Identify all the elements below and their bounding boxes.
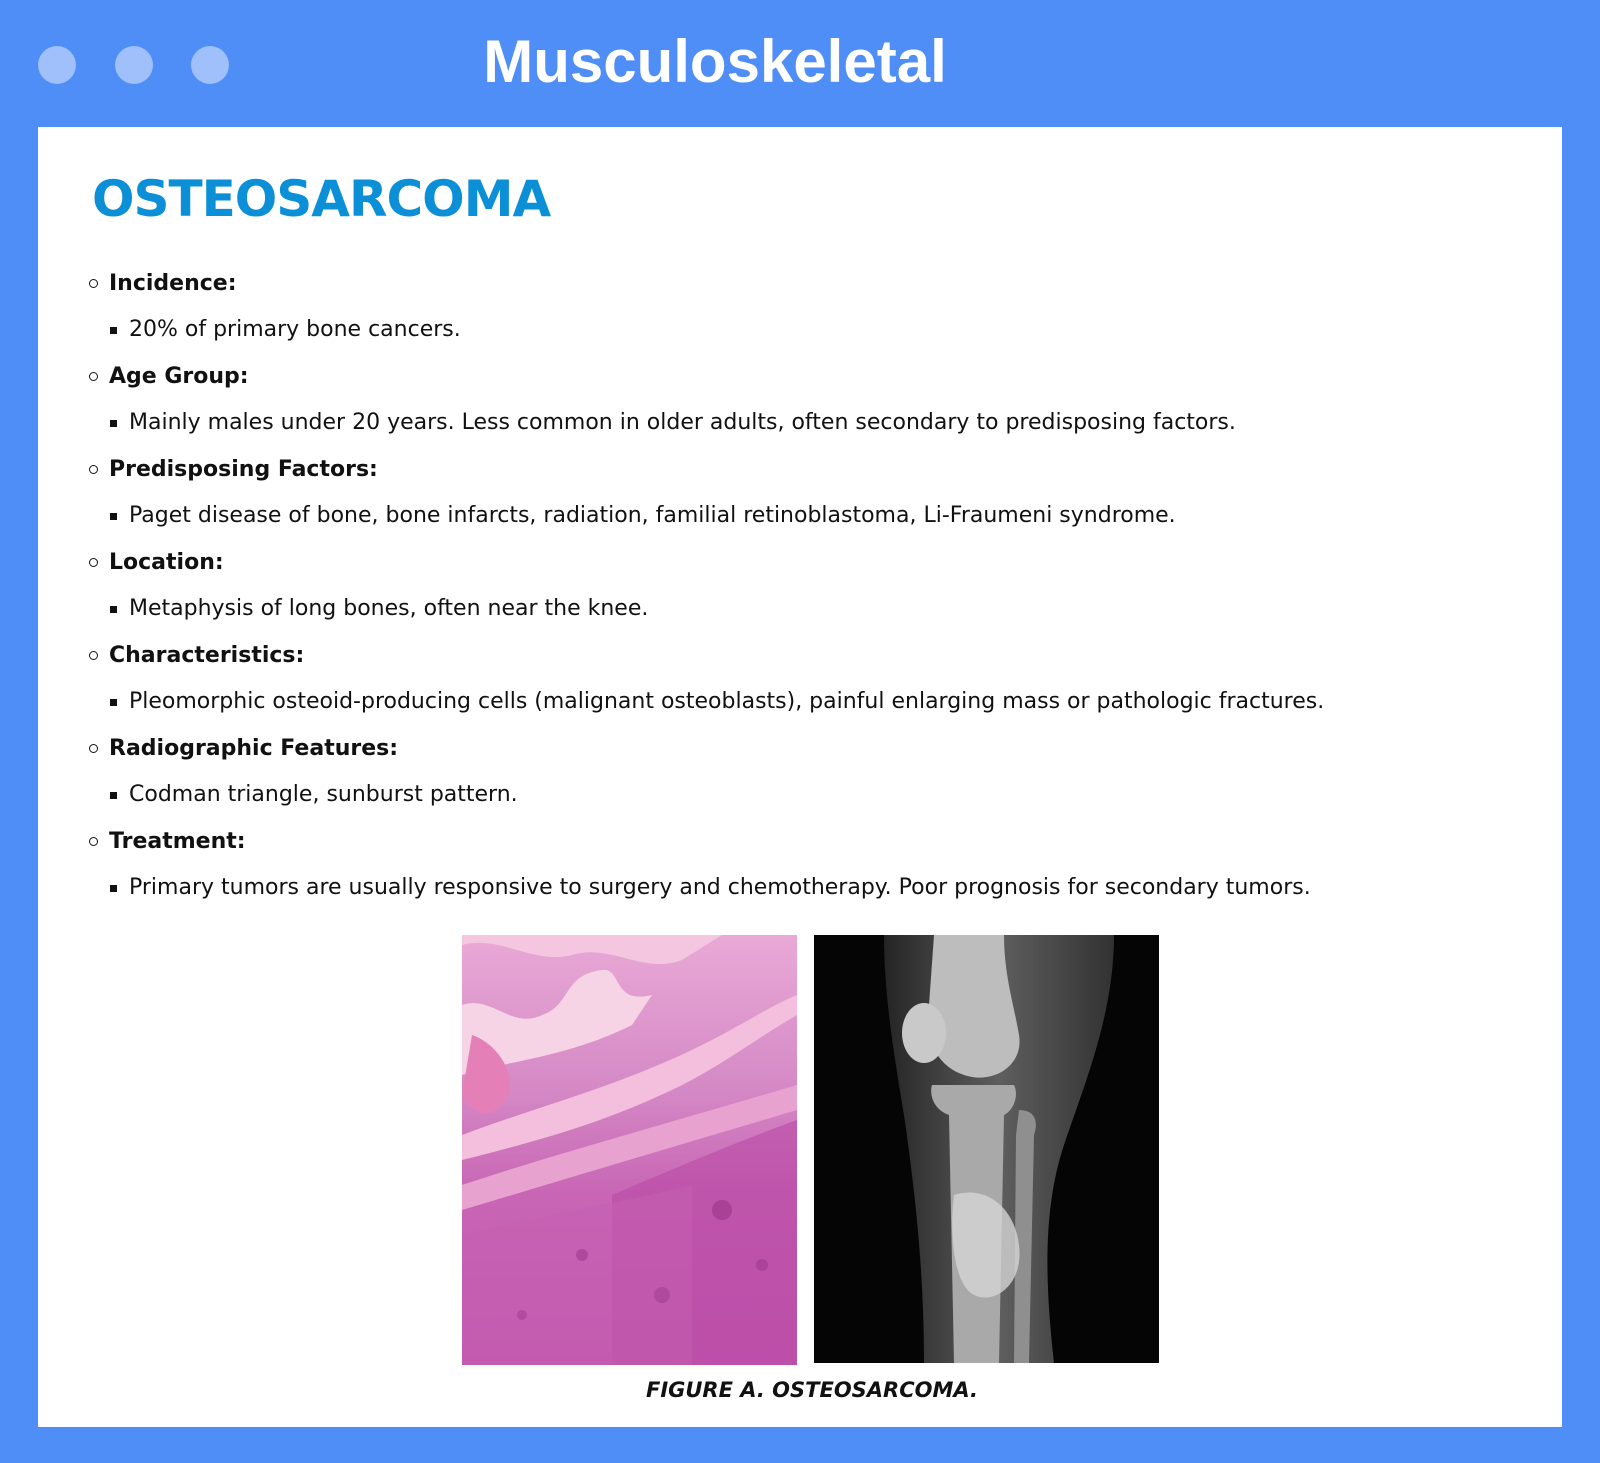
item-label: Incidence: [109, 271, 237, 296]
item-label: Treatment: [109, 829, 246, 854]
hollow-circle-bullet-icon [89, 837, 98, 846]
item-label: Location: [109, 550, 224, 575]
square-bullet-icon [110, 420, 117, 427]
hollow-circle-bullet-icon [89, 372, 98, 381]
item-detail: Metaphysis of long bones, often near the knee. [129, 596, 649, 621]
list-item-location [89, 539, 1539, 632]
square-bullet-icon [110, 327, 117, 334]
topic-list [89, 260, 1539, 911]
hollow-circle-bullet-icon [89, 558, 98, 567]
square-bullet-icon [110, 792, 117, 799]
title-bar [0, 0, 1600, 127]
square-bullet-icon [110, 606, 117, 613]
hollow-circle-bullet-icon [89, 744, 98, 753]
list-item-treatment [89, 818, 1539, 911]
item-label: Age Group: [109, 364, 249, 389]
item-detail: Mainly males under 20 years. Less common in older adults, often secondary to predisposing factors. [129, 410, 1236, 435]
histology-image [462, 935, 797, 1365]
list-item-radiographic-features [89, 725, 1539, 818]
list-item-age-group [89, 353, 1539, 446]
list-item-characteristics [89, 632, 1539, 725]
item-detail: Pleomorphic osteoid-producing cells (malignant osteoblasts), painful enlarging mass or pathologic fractures. [129, 689, 1325, 714]
list-item-incidence [89, 260, 1539, 353]
square-bullet-icon [110, 885, 117, 892]
hollow-circle-bullet-icon [89, 279, 98, 288]
list-item-predisposing-factors [89, 446, 1539, 539]
content-panel [38, 127, 1562, 1427]
hollow-circle-bullet-icon [89, 651, 98, 660]
item-detail: Primary tumors are usually responsive to surgery and chemotherapy. Poor prognosis for secondary tumors. [129, 875, 1311, 900]
item-detail: 20% of primary bone cancers. [129, 317, 461, 342]
window-title: Musculoskeletal [483, 28, 947, 95]
item-label: Radiographic Features: [109, 736, 399, 761]
figure-caption: FIGURE A. OSTEOSARCOMA. [645, 1378, 979, 1402]
item-label: Predisposing Factors: [109, 457, 378, 482]
square-bullet-icon [110, 699, 117, 706]
square-bullet-icon [110, 513, 117, 520]
item-detail: Paget disease of bone, bone infarcts, radiation, familial retinoblastoma, Li-Fraumeni syndrome. [129, 503, 1176, 528]
item-label: Characteristics: [109, 643, 305, 668]
page-title: OSTEOSARCOMA [92, 170, 551, 228]
figure [462, 935, 1162, 1415]
xray-image [814, 935, 1159, 1363]
hollow-circle-bullet-icon [89, 465, 98, 474]
item-detail: Codman triangle, sunburst pattern. [129, 782, 518, 807]
